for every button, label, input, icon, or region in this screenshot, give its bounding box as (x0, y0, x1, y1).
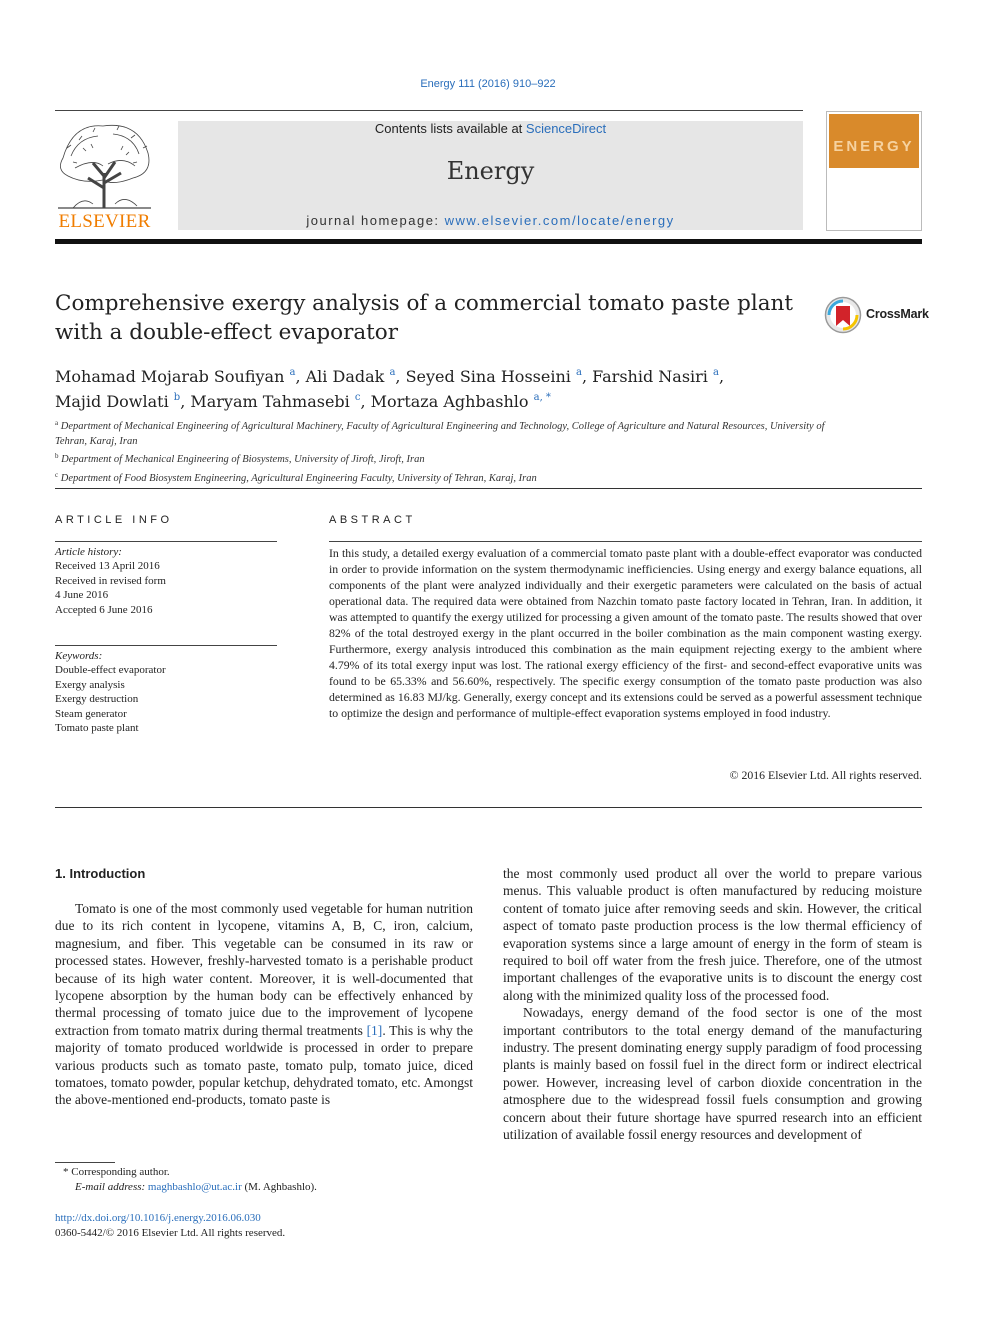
author-name[interactable]: Ali Dadak (305, 367, 385, 386)
body-column-left (55, 900, 473, 1109)
cover-banner (829, 114, 919, 168)
header-rule (55, 110, 803, 111)
email-link[interactable]: maghbashlo@ut.ac.ir (147, 1181, 242, 1193)
crossmark-icon (824, 296, 862, 334)
contents-line: Contents lists available at ScienceDirect (374, 121, 607, 136)
article-history (55, 545, 277, 617)
accepted-date: Accepted 6 June 2016 (55, 603, 153, 616)
abstract-heading: ABSTRACT (329, 514, 416, 526)
elsevier-logo (53, 118, 156, 233)
keyword: Exergy destruction (55, 693, 139, 706)
author-name[interactable]: Majid Dowlati (55, 392, 169, 411)
keyword: Exergy analysis (55, 678, 125, 691)
received-date: Received 13 April 2016 (55, 560, 160, 573)
revised-date: 4 June 2016 (55, 589, 109, 602)
abstract-copyright: © 2016 Elsevier Ltd. All rights reserved. (729, 768, 922, 782)
journal-cover-thumbnail[interactable] (826, 111, 922, 231)
doi-block (55, 1211, 285, 1241)
affiliation-mark[interactable]: a (289, 367, 296, 378)
author-name[interactable]: Farshid Nasiri (592, 367, 708, 386)
journal-reference[interactable]: Energy 111 (2016) 910–922 (420, 78, 556, 90)
paragraph: Nowadays, energy demand of the food sector is one of the most important contributors to the total energy demand of the manufacturing industry. The present dominating energy supply paradigm of food processing plants is mainly based on fossil fuel in the direct form or indirect electrical power. However, increasing level of carbon dioxide concentration in the atmosphere due to the widespread fossil fuels consumption and growing concern about their future shortage have spurred research into an efficient utilization of available fossil energy resources and development of (503, 1005, 922, 1143)
affiliation-mark[interactable]: b (173, 392, 181, 403)
affiliation-b: $^b$ Department of Mechanical Engineering of Biosystems, University of Jiroft, Jiroft, Iran (55, 452, 425, 465)
elsevier-tree-icon (53, 118, 156, 210)
homepage-line: journal homepage: www.elsevier.com/locate/energy (306, 213, 675, 228)
info-rule (55, 645, 277, 646)
elsevier-wordmark: ELSEVIER (58, 211, 151, 232)
keyword: Double-effect evaporator (55, 664, 166, 677)
affiliation-mark[interactable]: a (713, 367, 719, 378)
cover-title: ENERGY (833, 138, 915, 155)
abstract-rule (329, 541, 922, 542)
citation-link[interactable]: [1] (366, 1022, 383, 1038)
author-name[interactable]: Mortaza Aghbashlo (370, 392, 529, 411)
affiliation-mark[interactable]: c (354, 392, 361, 403)
section-rule (55, 488, 922, 489)
header-thick-rule (55, 239, 922, 244)
homepage-link[interactable]: www.elsevier.com/locate/energy (444, 213, 675, 228)
doi-link[interactable]: http://dx.doi.org/10.1016/j.energy.2016.06.030 (55, 1212, 261, 1224)
article-info-heading: ARTICLE INFO (55, 514, 173, 526)
keyword: Tomato paste plant (55, 722, 139, 735)
affiliation-c: $^c$ Department of Food Biosystem Engineering, Agricultural Engineering Faculty, University of Tehran, Karaj, Iran (55, 470, 537, 484)
author-name[interactable]: Maryam Tahmasebi (190, 392, 350, 411)
author-list: Mohamad Mojarab Soufiyan $^a$, Ali Dadak $^a$, Seyed Sina Hosseini $^a$, Farshid Nasiri $^a$, Majid Dowlati $^b$, Maryam Tahmasebi $^c$, Mortaza Aghbashlo $^{a, *}$ (55, 367, 725, 411)
keyword: Steam generator (55, 707, 127, 720)
info-rule (55, 541, 277, 542)
revised-label: Received in revised form (55, 574, 166, 587)
email-note: E-mail address: maghbashlo@ut.ac.ir (M. Aghbashlo). (75, 1181, 317, 1193)
article-title: Comprehensive exergy analysis of a commercial tomato paste plant with a double-effect evaporator (55, 291, 794, 345)
keywords (55, 649, 277, 735)
section-rule (55, 807, 922, 808)
paragraph: the most commonly used product all over the world to prepare various menus. This valuable product is often manufactured by reducing moisture content of tomato juice after removing seeds and skin. However, the critical aspect of tomato paste production process is the low thermal efficiency of evaporation systems since a large amount of energy in the form of steam is required to boil off water from the fresh juice. Therefore, one of the utmost important challenges of the evaporative units is to discount the energy cost along with the minimized quality loss of the processed food. (503, 866, 922, 1003)
footnote-rule (55, 1162, 115, 1163)
affiliation-mark[interactable]: a (575, 367, 582, 378)
author-name[interactable]: Seyed Sina Hosseini (405, 367, 571, 386)
author-name[interactable]: Mohamad Mojarab Soufiyan (55, 367, 285, 386)
abstract-text: In this study, a detailed exergy evaluation of a commercial tomato paste plant with a double-effect evaporator was conducted in order to provide information on the system thermodynamic inefficiencies. Using energy and exergy balance equations, all components of the plant were analyzed individually and their exergetic parameters were calculated on the basis of actual operational data. The required data were obtained from Nazchin tomato paste factory located in Tehran, Iran. In addition, it was attempted to quantify the exergy utilized for processing a given amount of the tomato paste. The results showed that over 82% of the total destroyed exergy in the plant occurred in the boiler combination as the main component wasting exergy. Furthermore, exergy analysis introduced this combination as the main equipment rejecting exergy to the ambient where 4.79% of its total exergy input was lost. The rational exergy efficiency of the first- and second-effect evaporative units was found to be 65.33% and 56.60%, respectively. The specific exergy consumption of the tomato paste production was also determined as 16.83 MJ/kg. Generally, exergy concept and its extensions could be served as a powerful assessment technique to optimize the design and performance of multiple-effect evaporation systems employed in food industry. (329, 546, 922, 720)
footnote (55, 1165, 473, 1195)
issn-line: 0360-5442/© 2016 Elsevier Ltd. All rights reserved. (55, 1227, 286, 1239)
keywords-label: Keywords: (55, 650, 103, 662)
corresponding-note: * Corresponding author. (63, 1166, 170, 1178)
affiliation-a: $^a$ Department of Mechanical Engineering of Agricultural Machinery, Faculty of Agricultural Engineering and Technology, College of Agriculture and Natural Resources, University of Tehran, Karaj, Iran (55, 419, 825, 447)
crossmark-label: CrossMark (866, 307, 929, 321)
journal-name: Energy (446, 157, 535, 185)
affiliation-mark[interactable]: a, * (533, 392, 551, 403)
crossmark-badge[interactable] (824, 296, 929, 336)
affiliation-mark[interactable]: a (389, 367, 396, 378)
body-column-right (503, 865, 922, 1144)
journal-masthead (178, 121, 803, 230)
affiliations (55, 416, 845, 486)
history-label: Article history: (55, 546, 122, 558)
sciencedirect-link[interactable]: ScienceDirect (525, 121, 607, 136)
introduction-heading: 1. Introduction (55, 866, 146, 881)
paragraph: Tomato is one of the most commonly used vegetable for human nutrition due to its rich content in lycopene, vitamins A, B, C, iron, calcium, magnesium, and fiber. This vegetable can be consumed in its raw or processed states. However, freshly-harvested tomato is a perishable product because of its high water content. Moreover, it is well-documented that lycopene absorption by the human body can be effectively enhanced by thermal processing of tomato juice due to the improvement of lycopene extraction from tomato matrix during thermal treatments [1]. This is why the majority of tomato produced worldwide is processed in order to prepare various products such as tomato paste, tomato pulp, tomato juice, diced tomatoes, tomato powder, popular ketchup, dehydrated tomato, etc. Amongst the above-mentioned end-products, tomato paste is (55, 901, 473, 1108)
